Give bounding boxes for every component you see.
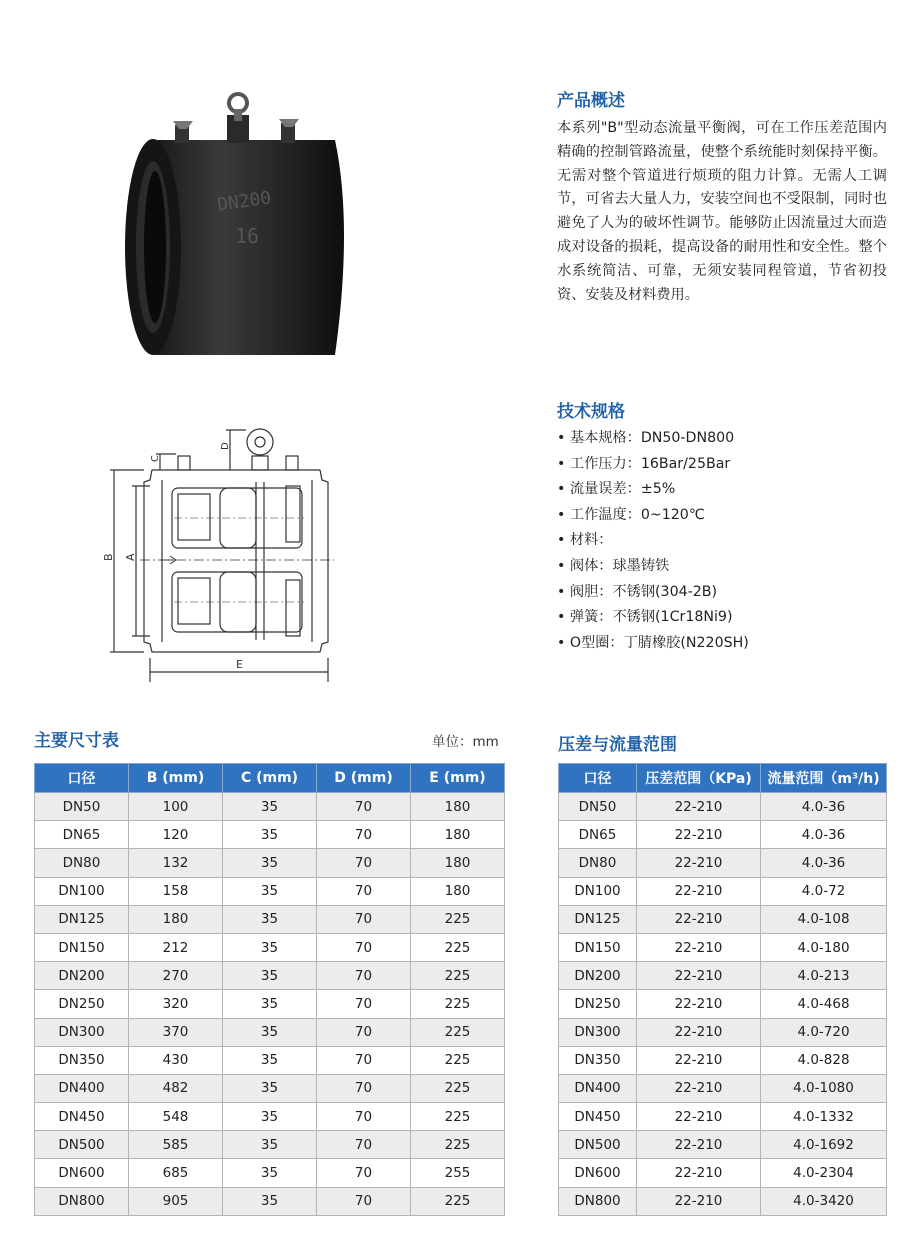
flow-cell: DN450 [559,1103,637,1131]
dimensions-cell: 180 [411,877,505,905]
dimensions-cell: 70 [317,1131,411,1159]
dimensions-header-cell: 口径 [35,764,129,793]
flow-cell: 22-210 [637,1074,761,1102]
dimensions-cell: 70 [317,1018,411,1046]
flow-cell: 22-210 [637,905,761,933]
spec-item: • 阀体：球墨铸铁 [557,554,749,580]
specs-title: 技术规格 [557,402,625,422]
product-marking-bottom: 16 [234,224,260,248]
dimensions-cell: 100 [129,793,223,821]
dimensions-cell: 225 [411,1187,505,1215]
table-row [35,1131,505,1159]
dimensions-cell: 70 [317,793,411,821]
dim-label-e: E [236,658,243,671]
dimensions-cell: DN500 [35,1131,129,1159]
dim-label-b: B [102,553,115,561]
dim-label-d: D [220,442,231,450]
flow-cell: 22-210 [637,849,761,877]
dimensions-cell: 35 [223,793,317,821]
table-row [559,877,887,905]
dimensions-cell: 70 [317,1074,411,1102]
flow-cell: DN250 [559,990,637,1018]
flow-header-cell: 压差范围（KPa) [637,764,761,793]
flow-cell: DN400 [559,1074,637,1102]
dimensions-cell: 70 [317,962,411,990]
spec-item: • 基本规格：DN50-DN800 [557,426,749,452]
dimensions-cell: DN100 [35,877,129,905]
table-row [35,933,505,961]
flow-cell: DN200 [559,962,637,990]
table-row [35,1159,505,1187]
dimensions-cell: 70 [317,933,411,961]
spec-item: • 工作温度：0~120℃ [557,503,749,529]
table-row [559,905,887,933]
dimensions-cell: 180 [411,821,505,849]
flow-cell: 22-210 [637,933,761,961]
flow-cell: 4.0-828 [761,1046,887,1074]
dimensions-cell: 35 [223,1103,317,1131]
flow-cell: 4.0-180 [761,933,887,961]
flow-cell: DN300 [559,1018,637,1046]
technical-diagram [90,420,340,690]
dimensions-cell: 35 [223,1018,317,1046]
flow-cell: 4.0-72 [761,877,887,905]
dimensions-cell: 225 [411,1074,505,1102]
dimensions-cell: 270 [129,962,223,990]
dimensions-header-cell: C (mm) [223,764,317,793]
spec-item: • 工作压力：16Bar/25Bar [557,452,749,478]
flow-cell: DN350 [559,1046,637,1074]
flow-cell: 22-210 [637,1103,761,1131]
flow-cell: 4.0-720 [761,1018,887,1046]
flow-cell: 22-210 [637,793,761,821]
table-row [35,990,505,1018]
table-row [559,962,887,990]
dimensions-cell: 35 [223,1187,317,1215]
table-row [35,877,505,905]
dimensions-cell: 70 [317,1187,411,1215]
dimensions-header-cell: E (mm) [411,764,505,793]
dimensions-cell: 255 [411,1159,505,1187]
dimensions-cell: 70 [317,905,411,933]
overview-text: 本系列"B"型动态流量平衡阀，可在工作压差范围内精确的控制管路流量，使整个系统能时刻保持平衡。无需对整个管道进行烦琐的阻力计算。无需人工调节，可省去大量人力，安装空间也不受限制，同时也避免了人为的破坏性调节。能够防止因流量过大而造成对设备的损耗，提高设备的耐用性和安全性。整个水系统简洁、可靠，无须安装同程管道，节省初投资、安装及材料费用。 [557,120,887,303]
dimensions-cell: 70 [317,877,411,905]
dimensions-cell: DN125 [35,905,129,933]
dimensions-cell: 35 [223,1131,317,1159]
table-row [559,1187,887,1215]
flow-cell: 22-210 [637,821,761,849]
spec-item: • 弹簧：不锈钢(1Cr18Ni9) [557,605,749,631]
dimensions-table [34,763,505,1216]
flow-cell: 22-210 [637,1187,761,1215]
flow-cell: 4.0-36 [761,793,887,821]
flow-cell: 4.0-36 [761,849,887,877]
dimensions-cell: 35 [223,1159,317,1187]
table-row [559,1046,887,1074]
dimensions-cell: DN65 [35,821,129,849]
table-row [35,905,505,933]
dimensions-cell: 320 [129,990,223,1018]
dimensions-cell: 120 [129,821,223,849]
flow-title: 压差与流量范围 [558,735,677,755]
table-row [559,1131,887,1159]
dimensions-title: 主要尺寸表 [34,731,119,751]
spec-item: • 阀胆：不锈钢(304-2B) [557,580,749,606]
product-marking-top: DN200 [215,187,273,216]
table-row [35,1074,505,1102]
flow-cell: 22-210 [637,990,761,1018]
dimensions-cell: 225 [411,905,505,933]
flow-cell: 4.0-213 [761,962,887,990]
table-row [35,793,505,821]
table-row [35,1187,505,1215]
dimensions-cell: 35 [223,849,317,877]
dimensions-cell: 35 [223,821,317,849]
dimensions-cell: 70 [317,990,411,1018]
table-row [559,933,887,961]
dimensions-cell: 685 [129,1159,223,1187]
flow-header-cell: 口径 [559,764,637,793]
table-row [35,849,505,877]
flow-cell: 22-210 [637,1159,761,1187]
dimensions-cell: 225 [411,990,505,1018]
table-row [559,821,887,849]
spec-item: • 流量误差：±5% [557,477,749,503]
flow-cell: DN100 [559,877,637,905]
dimensions-cell: 225 [411,1018,505,1046]
dimensions-cell: DN350 [35,1046,129,1074]
dimensions-cell: DN300 [35,1018,129,1046]
dimensions-unit: 单位：mm [432,734,499,750]
flow-cell: DN600 [559,1159,637,1187]
flow-cell: 22-210 [637,1018,761,1046]
table-row [559,1018,887,1046]
flow-cell: DN150 [559,933,637,961]
specs-list [557,426,749,656]
dimensions-cell: 212 [129,933,223,961]
flow-cell: DN65 [559,821,637,849]
dimensions-cell: 225 [411,1046,505,1074]
flow-cell: DN125 [559,905,637,933]
dimensions-cell: 132 [129,849,223,877]
table-row [559,1103,887,1131]
dimensions-cell: 585 [129,1131,223,1159]
flow-cell: 22-210 [637,1131,761,1159]
flow-cell: 4.0-1332 [761,1103,887,1131]
flow-cell: 4.0-2304 [761,1159,887,1187]
flow-cell: 4.0-36 [761,821,887,849]
dimensions-header-cell: D (mm) [317,764,411,793]
spec-item: • 材料： [557,528,749,554]
flow-cell: 4.0-108 [761,905,887,933]
overview-title: 产品概述 [557,91,625,111]
dimensions-cell: DN80 [35,849,129,877]
dimensions-cell: 180 [411,793,505,821]
dimensions-cell: 225 [411,1131,505,1159]
table-row [559,849,887,877]
dimensions-cell: DN250 [35,990,129,1018]
dimensions-cell: 70 [317,1046,411,1074]
flow-cell: 22-210 [637,962,761,990]
table-row [35,821,505,849]
table-row [559,1074,887,1102]
dimensions-cell: 548 [129,1103,223,1131]
dimensions-cell: 905 [129,1187,223,1215]
dimensions-cell: 35 [223,905,317,933]
dimensions-cell: 370 [129,1018,223,1046]
spec-item: • O型圈：丁腈橡胶(N220SH) [557,631,749,657]
dimensions-cell: 35 [223,990,317,1018]
dimensions-cell: 158 [129,877,223,905]
dimensions-cell: 35 [223,933,317,961]
dimensions-cell: 35 [223,877,317,905]
flow-cell: 4.0-3420 [761,1187,887,1215]
flow-cell: DN80 [559,849,637,877]
table-row [559,793,887,821]
dimensions-cell: 482 [129,1074,223,1102]
dim-label-c: C [150,455,161,462]
flow-header-cell: 流量范围（m³/h) [761,764,887,793]
dimensions-header-cell: B (mm) [129,764,223,793]
flow-cell: DN50 [559,793,637,821]
dimensions-cell: 225 [411,962,505,990]
dimensions-cell: DN400 [35,1074,129,1102]
table-row [559,1159,887,1187]
dimensions-cell: 180 [411,849,505,877]
table-row [35,1103,505,1131]
dimensions-cell: 430 [129,1046,223,1074]
dimensions-cell: DN50 [35,793,129,821]
table-row [559,990,887,1018]
flow-table [558,763,887,1216]
dimensions-cell: DN800 [35,1187,129,1215]
product-photo [115,85,355,365]
dim-label-a: A [124,553,137,561]
flow-cell: 22-210 [637,1046,761,1074]
dimensions-cell: 35 [223,962,317,990]
dimensions-cell: DN150 [35,933,129,961]
table-row [35,962,505,990]
table-row [35,1018,505,1046]
dimensions-cell: 70 [317,821,411,849]
flow-cell: DN500 [559,1131,637,1159]
dimensions-cell: DN200 [35,962,129,990]
dimensions-cell: 70 [317,1159,411,1187]
table-row [35,1046,505,1074]
dimensions-cell: 35 [223,1046,317,1074]
dimensions-cell: 35 [223,1074,317,1102]
dimensions-cell: DN450 [35,1103,129,1131]
flow-cell: 22-210 [637,877,761,905]
flow-cell: DN800 [559,1187,637,1215]
dimensions-cell: DN600 [35,1159,129,1187]
dimensions-cell: 180 [129,905,223,933]
flow-cell: 4.0-1080 [761,1074,887,1102]
dimensions-cell: 70 [317,849,411,877]
dimensions-cell: 70 [317,1103,411,1131]
dimensions-cell: 225 [411,1103,505,1131]
dimensions-cell: 225 [411,933,505,961]
flow-cell: 4.0-1692 [761,1131,887,1159]
flow-cell: 4.0-468 [761,990,887,1018]
